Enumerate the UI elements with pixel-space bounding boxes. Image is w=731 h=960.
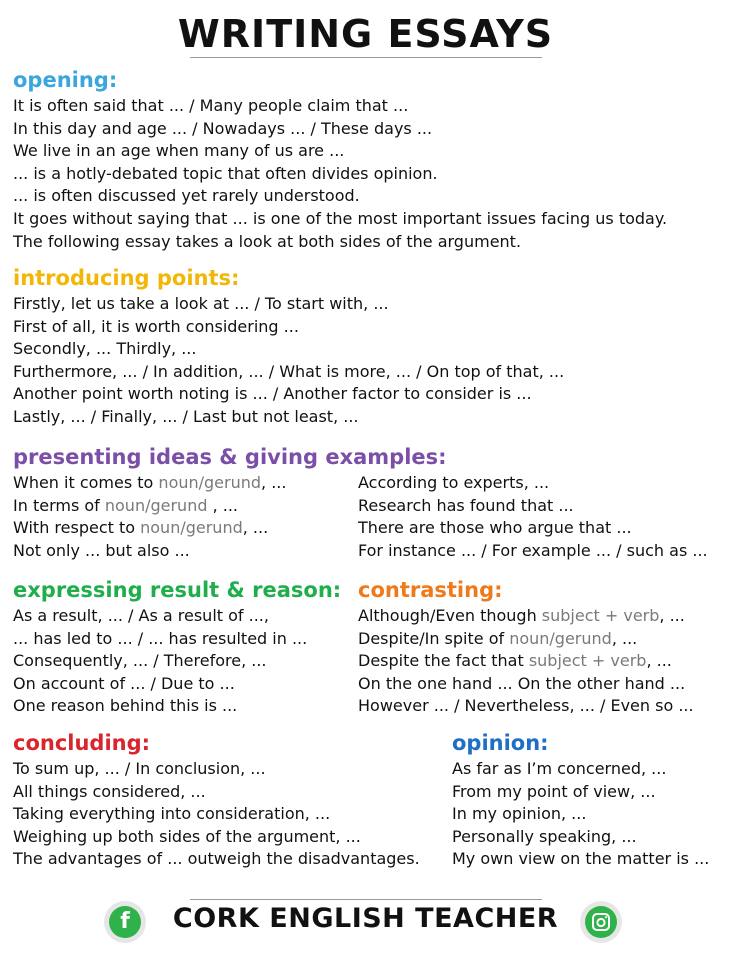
- list-item: Consequently, ... / Therefore, ...: [13, 651, 267, 671]
- heading-result-reason: expressing result & reason:: [13, 578, 342, 602]
- footer-divider: [190, 899, 542, 900]
- list-item: For instance ... / For example ... / such as ...: [358, 540, 708, 560]
- list-item: ... is a hotly-debated topic that often divides opinion.: [13, 163, 438, 183]
- grammar-placeholder: noun/gerund: [509, 628, 612, 648]
- phrase-text: Although/Even though: [358, 606, 542, 625]
- phrase-text: However ... / Nevertheless, ... / Even so ...: [358, 696, 694, 716]
- list-item: From my point of view, ...: [452, 781, 656, 801]
- phrase-text: Despite/In spite of: [358, 628, 510, 648]
- phrase-text: In terms of: [13, 495, 105, 515]
- phrase-text: , ...: [261, 473, 287, 492]
- section-concluding: [13, 729, 420, 871]
- list-item: ... is often discussed yet rarely understood.: [13, 186, 360, 206]
- section-opening: [13, 66, 667, 253]
- phrase-text: Despite the fact that: [358, 651, 529, 671]
- list-item: Another point worth noting is ... / Another factor to consider is ...: [13, 384, 532, 404]
- list-item: Firstly, let us take a look at ... / To start with, ...: [13, 294, 389, 313]
- list-item: In my opinion, ...: [452, 804, 587, 824]
- facebook-glyph: f: [120, 909, 130, 934]
- introducing-list: [13, 293, 564, 429]
- grammar-placeholder: noun/gerund: [140, 518, 243, 538]
- contrasting-list: [358, 605, 694, 718]
- concluding-list: [13, 758, 420, 871]
- list-item: It goes without saying that ... is one of the most important issues facing us today.: [13, 208, 668, 228]
- page-title: WRITING ESSAYS: [177, 12, 554, 56]
- grammar-placeholder: noun/gerund: [158, 473, 262, 492]
- list-item: The advantages of ... outweigh the disadvantages.: [13, 849, 420, 869]
- list-item: First of all, it is worth considering ...: [13, 316, 299, 336]
- phrase-text: On the one hand ... On the other hand ...: [358, 673, 686, 693]
- phrase-text: , ...: [646, 651, 672, 671]
- section-contrasting: [358, 576, 694, 718]
- opening-list: [13, 95, 667, 253]
- section-introducing-points: [13, 264, 564, 429]
- grammar-placeholder: subject + verb: [528, 651, 647, 671]
- list-item: [358, 605, 694, 628]
- phrase-text: , ...: [207, 495, 239, 515]
- instagram-icon[interactable]: [580, 901, 622, 943]
- footer-brand: CORK ENGLISH TEACHER: [172, 903, 559, 934]
- list-item: [358, 695, 694, 718]
- phrase-text: When it comes to: [13, 473, 159, 492]
- list-item: Furthermore, ... / In addition, ... / What is more, ... / On top of that, ...: [13, 361, 565, 381]
- list-item: Weighing up both sides of the argument, ...: [13, 826, 361, 846]
- list-item: As far as I’m concerned, ...: [452, 759, 667, 778]
- list-item: It is often said that ... / Many people claim that ...: [13, 96, 409, 115]
- phrase-text: With respect to: [13, 518, 141, 538]
- list-item: The following essay takes a look at both sides of the argument.: [13, 231, 522, 251]
- heading-concluding: concluding:: [13, 731, 151, 755]
- phrase-text: , ...: [659, 606, 685, 625]
- list-item: Taking everything into consideration, ...: [13, 804, 331, 824]
- section-presenting-ideas-right: [358, 472, 708, 562]
- list-item: According to experts, ...: [358, 473, 550, 492]
- grammar-placeholder: subject + verb: [541, 606, 660, 625]
- heading-contrasting: contrasting:: [358, 578, 503, 602]
- title-divider: [190, 57, 542, 58]
- heading-opening: opening:: [13, 68, 118, 92]
- list-item: One reason behind this is ...: [13, 696, 238, 716]
- list-item: [358, 673, 694, 696]
- phrase-text: , ...: [242, 518, 269, 538]
- camera-icon: [591, 912, 611, 932]
- list-item: On account of ... / Due to ...: [13, 673, 235, 693]
- list-item: In this day and age ... / Nowadays ... / These days ...: [13, 118, 433, 138]
- heading-opinion: opinion:: [452, 731, 549, 755]
- section-result-reason: [13, 576, 341, 718]
- list-item: There are those who argue that ...: [358, 518, 632, 538]
- list-item: My own view on the matter is ...: [452, 849, 710, 869]
- phrase-text: Not only ... but also ...: [13, 540, 190, 560]
- section-opinion: [452, 729, 709, 871]
- opinion-list: [452, 758, 709, 871]
- result-list: [13, 605, 341, 718]
- presenting-right-list: [358, 472, 708, 562]
- list-item: Personally speaking, ...: [452, 826, 637, 846]
- list-item: All things considered, ...: [13, 781, 206, 801]
- grammar-placeholder: noun/gerund: [104, 495, 208, 515]
- list-item: As a result, ... / As a result of ...,: [13, 606, 269, 625]
- list-item: To sum up, ... / In conclusion, ...: [13, 759, 266, 778]
- list-item: We live in an age when many of us are ...: [13, 141, 345, 161]
- list-item: [358, 650, 694, 673]
- list-item: [358, 628, 694, 651]
- heading-introducing-points: introducing points:: [13, 266, 240, 290]
- list-item: Research has found that ...: [358, 495, 574, 515]
- list-item: Secondly, ... Thirdly, ...: [13, 339, 197, 359]
- list-item: Lastly, ... / Finally, ... / Last but not least, ...: [13, 406, 359, 426]
- list-item: ... has led to ... / ... has resulted in ...: [13, 628, 308, 648]
- heading-presenting-ideas: presenting ideas & giving examples:: [13, 445, 447, 469]
- phrase-text: , ...: [611, 628, 638, 648]
